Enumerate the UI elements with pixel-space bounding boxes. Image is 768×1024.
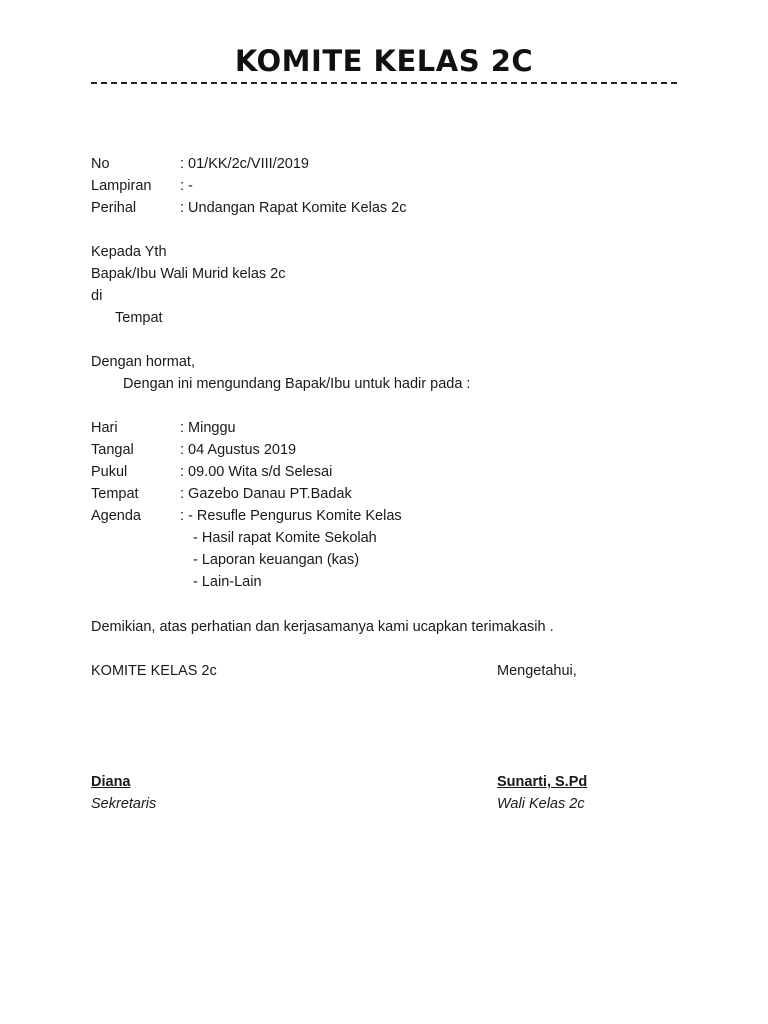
letterhead-title: KOMITE KELAS 2C — [234, 44, 534, 78]
signature-left-name: Diana — [91, 774, 131, 790]
meta-value: : - — [180, 178, 193, 194]
detail-label: Hari — [91, 420, 118, 436]
detail-value: : 04 Agustus 2019 — [180, 442, 297, 458]
recipient-line-4: Tempat — [115, 310, 163, 326]
detail-label: Pukul — [91, 464, 128, 480]
recipient-line-2: Bapak/Ibu Wali Murid kelas 2c — [91, 266, 286, 282]
recipient-line-1: Kepada Yth — [91, 244, 167, 260]
detail-value: : Minggu — [180, 420, 236, 436]
meta-label: Perihal — [91, 200, 137, 216]
signature-left-role: Sekretaris — [91, 796, 157, 812]
detail-value: : Gazebo Danau PT.Badak — [180, 486, 352, 502]
signature-right-role: Wali Kelas 2c — [497, 796, 585, 812]
recipient-line-3: di — [91, 288, 103, 304]
agenda-item: - Laporan keuangan (kas) — [193, 552, 360, 568]
detail-label: Agenda — [91, 508, 141, 524]
header-divider — [91, 82, 677, 84]
meta-label: Lampiran — [91, 178, 152, 194]
detail-value: : 09.00 Wita s/d Selesai — [180, 464, 333, 480]
agenda-item: - Lain-Lain — [193, 574, 262, 590]
signature-right-name: Sunarti, S.Pd — [497, 774, 588, 790]
intro-text: Dengan ini mengundang Bapak/Ibu untuk hadir pada : — [123, 376, 471, 392]
greeting: Dengan hormat, — [91, 354, 195, 370]
signature-left-heading: KOMITE KELAS 2c — [91, 663, 217, 679]
detail-label: Tangal — [91, 442, 134, 458]
agenda-item: - Hasil rapat Komite Sekolah — [193, 530, 377, 546]
signature-right-heading: Mengetahui, — [497, 663, 577, 679]
closing-text: Demikian, atas perhatian dan kerjasamanya kami ucapkan terimakasih . — [91, 619, 554, 635]
meta-label: No — [91, 156, 110, 172]
meta-value: : 01/KK/2c/VIII/2019 — [180, 156, 309, 172]
detail-value: : - Resufle Pengurus Komite Kelas — [180, 508, 402, 524]
detail-label: Tempat — [91, 486, 139, 502]
meta-value: : Undangan Rapat Komite Kelas 2c — [180, 200, 407, 216]
